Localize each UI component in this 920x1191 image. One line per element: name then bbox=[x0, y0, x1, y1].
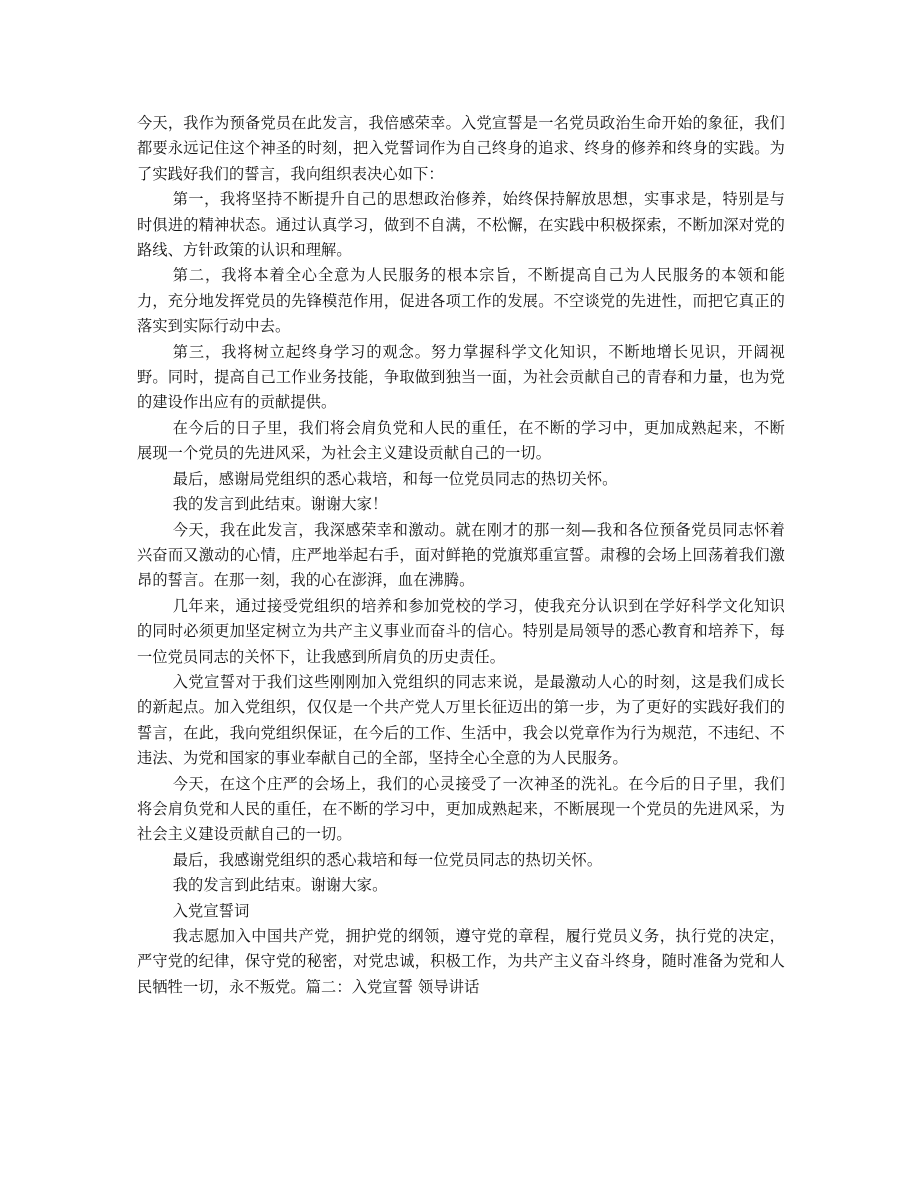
paragraph-first-pledge: 第一，我将坚持不断提升自己的思想政治修养，始终保持解放思想，实事求是，特别是与时俱进的精神状态。通过认真学习，做到不自满，不松懈，在实践中积极探索，不断加深对党的路线、方针政策的认识和理解。 bbox=[137, 190, 785, 260]
oath-heading: 入党宣誓词 bbox=[172, 901, 250, 920]
paragraph-second-speech-intro: 今天，我在此发言，我深感荣幸和激动。就在刚才的那一刻—我和各位预备党员同志怀着兴奋而又激动的心情，庄严地举起右手，面对鲜艳的党旗郑重宣誓。肃穆的会场上回荡着我们激昂的誓言。在那一刻，我的心在澎湃，血在沸腾。 bbox=[137, 520, 785, 590]
paragraph-solemn-venue: 今天，在这个庄严的会场上，我们的心灵接受了一次神圣的洗礼。在今后的日子里，我们将会肩负党和人民的重任，在不断的学习中，更加成熟起来，不断展现一个党员的先进风采，为社会主义建设贡献自己的一切。 bbox=[137, 774, 785, 844]
paragraph-closing: 我的发言到此结束。谢谢大家！ bbox=[172, 495, 388, 514]
paragraph-second-thanks: 最后，我感谢党组织的悉心栽培和每一位党员同志的热切关怀。 bbox=[172, 850, 603, 869]
document-body bbox=[137, 111, 785, 1000]
paragraph-intro: 今天，我作为预备党员在此发言，我倍感荣幸。入党宣誓是一名党员政治生命开始的象征，我们都要永远记住这个神圣的时刻，把入党誓词作为自己终身的追求、终身的修养和终身的实践。为了实践好我们的誓言，我向组织表决心如下： bbox=[137, 114, 785, 183]
paragraph-second-pledge: 第二，我将本着全心全意为人民服务的根本宗旨，不断提高自己为人民服务的本领和能力，充分地发挥党员的先锋模范作用，促进各项工作的发展。不空谈党的先进性，而把它真正的落实到实际行动中去。 bbox=[137, 266, 785, 336]
paragraph-thanks: 最后，感谢局党组织的悉心栽培，和每一位党员同志的热切关怀。 bbox=[172, 469, 618, 488]
paragraph-years-of-study: 几年来，通过接受党组织的培养和参加党校的学习，使我充分认识到在学好科学文化知识的同时必须更加坚定树立为共产主义事业而奋斗的信心。特别是局领导的悉心教育和培养下，每一位党员同志的关怀下，让我感到所肩负的历史责任。 bbox=[137, 596, 785, 666]
paragraph-second-closing: 我的发言到此结束。谢谢大家。 bbox=[172, 876, 388, 895]
paragraph-oath-meaning: 入党宣誓对于我们这些刚刚加入党组织的同志来说，是最激动人心的时刻，这是我们成长的新起点。加入党组织，仅仅是一个共产党人万里长征迈出的第一步，为了更好的实践好我们的誓言，在此，我向党组织保证，在今后的工作、生活中，我会以党章作为行为规范，不违纪、不违法、为党和国家的事业奉献自己的全部，坚持全心全意的为人民服务。 bbox=[137, 672, 785, 768]
paragraph-oath-text: 我志愿加入中国共产党，拥护党的纲领，遵守党的章程，履行党员义务，执行党的决定，严守党的纪律，保守党的秘密，对党忠诚，积极工作，为共产主义奋斗终身，随时准备为党和人民牺牲一切，永不叛党。篇二：入党宣誓 领导讲话 bbox=[137, 927, 785, 996]
paragraph-third-pledge: 第三，我将树立起终身学习的观念。努力掌握科学文化知识，不断地增长见识，开阔视野。同时，提高自己工作业务技能，争取做到独当一面，为社会贡献自己的青春和力量，也为党的建设作出应有的贡献提供。 bbox=[137, 342, 785, 412]
paragraph-future: 在今后的日子里，我们将会肩负党和人民的重任，在不断的学习中，更加成熟起来，不断展现一个党员的先进风采，为社会主义建设贡献自己的一切。 bbox=[137, 418, 785, 463]
